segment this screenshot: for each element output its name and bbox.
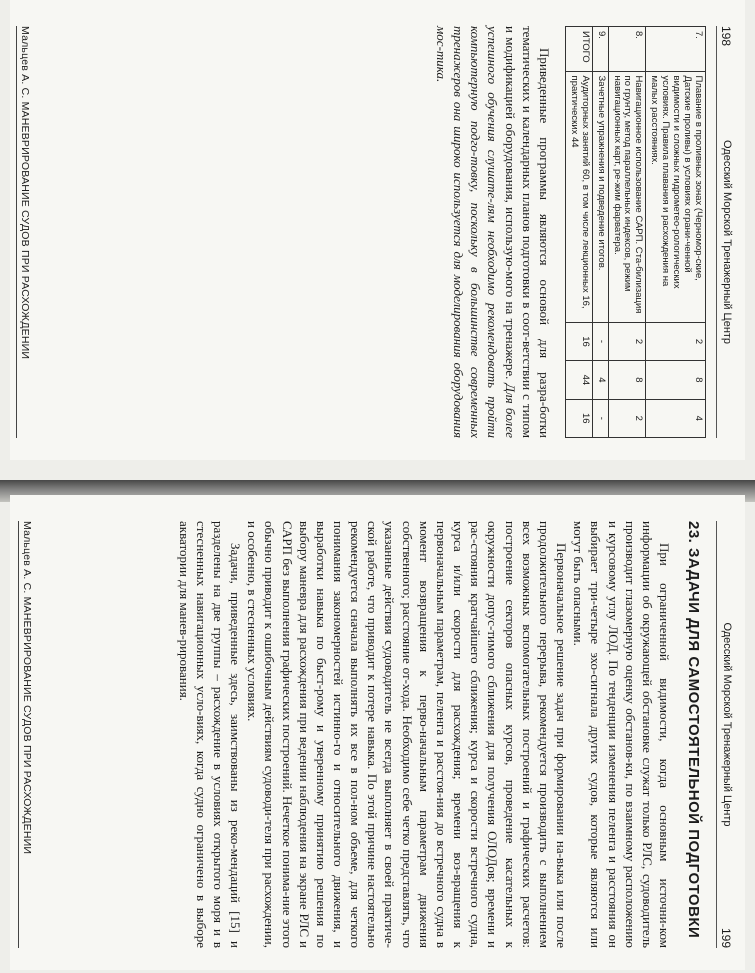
running-head <box>716 26 733 438</box>
total-label: ИТОГО <box>565 27 592 72</box>
row-number: 9. <box>592 27 608 72</box>
training-plan-table <box>565 26 706 438</box>
section-body <box>175 521 673 948</box>
row-description: Зачетные упражнения и подведение итогов. <box>592 71 608 322</box>
total-value: 44 <box>565 361 592 399</box>
row-number: 8. <box>608 27 646 72</box>
running-head-title: Одесский Морской Тренажерный Центр <box>721 622 733 827</box>
table-total-row <box>565 27 592 438</box>
paragraph-text: Приведенные программы являются основой для разра-ботки тематических и календарных планов подготовки в соот-ветствии с типом и модификацией оборудования, использую-мого на тренажере. <box>502 26 552 438</box>
row-value: 8 <box>608 361 646 399</box>
paragraph: Задачи, приведенные здесь, заимствованы из реко-мендаций [15] и разделены на две группы – расхождение в условиях открытого моря и в стесненных навигационных усло-виях, когда судно ограничено в выборе акватории для манев-рирования. <box>176 521 244 948</box>
paragraph-italic-text: Для более успешного обучения слушате-лям необходимо рекомендовать пройти компьютерную подго-товку, поскольку в большинстве современных тренажеров она широко используется для моделирования оборудования мос-тика. <box>433 26 518 438</box>
table-row <box>608 27 646 438</box>
page-198 <box>10 0 745 460</box>
page-number: 198 <box>719 26 733 47</box>
row-description: Плавание в проливных зонах (Черномор-ские, Датские проливы) в условиях ограни-ченной видимости и сложных гидрометео-рологических условиях. Правила плавания и расхождения на малых расстояниях. <box>646 71 706 322</box>
table-row <box>646 27 706 438</box>
row-description: Навигационное использование САРП. Ста-билизация по грунту, метод параллельных индексов, режим навигационных карт, ре-жим фарватера. <box>608 71 646 322</box>
row-value: 4 <box>646 399 706 437</box>
row-value: 4 <box>592 361 608 399</box>
page-footer: Мальцев А. С. МАНЕВРИРОВАНИЕ СУДОВ ПРИ РАСХОЖДЕНИИ <box>16 26 31 438</box>
row-value: 2 <box>646 322 706 360</box>
page-199 <box>10 495 745 970</box>
page-footer: Мальцев А. С. МАНЕВРИРОВАНИЕ СУДОВ ПРИ РАСХОЖДЕНИИ <box>18 521 33 948</box>
total-value: 16 <box>565 399 592 437</box>
paragraph: Первоначальное решение задач при формировании на-выка или после продолжительного перерыва, рекомендуется производить с выполнением всех возможных вспомогательных построений и графических расчетов: построение секторов опасных курсов, проведение касательных к окружности допус-тимого сближения для получения ОЛОДов; времени и рас-стояния кратчайшего сближения; курса и скорости встречного судна, курса и/или скорости для расхождения; времени воз-вращения к первоначальным параметрам, пеленга и расстоя-ния до встречного судна в момент возвращения к перво-начальным параметрам движения собственного; расстояние от-хода. Необходимо себе четко представлять, что указанные действия судоводитель не всегда выполняет в своей практиче-ской работе, что приводит к потере навыка. По этой причине настоятельно рекомендуется сначала выполнять их все в пол-ном объеме, для четкого понимания закономерностей истинно-го и относительного движения, и выработки навыка по быст-рому и уверенному принятию решения по выбору маневра для расхождения при ведении наблюдения на экране РЛС и САРП без выполнения графических построений. Нечеткое понима-ние этого обычно приводит к ошибочным действиям судоводи-теля при расхождении, и особенно, в стесненных условиях. <box>245 521 570 948</box>
row-value: 2 <box>608 322 646 360</box>
page-number: 199 <box>719 927 733 948</box>
section-title: 23. ЗАДАЧИ ДЛЯ САМОСТОЯТЕЛЬНОЙ ПОДГОТОВКИ <box>685 521 702 939</box>
row-number: 7. <box>646 27 706 72</box>
row-value: 2 <box>608 399 646 437</box>
running-head <box>716 521 733 948</box>
table-row <box>592 27 608 438</box>
paragraph: При ограниченной видимости, когда основным источни-ком информации об окружающей обстановке служат только РЛС, судоводитель производит глазомерную оценку обстанов-ки, по взаимному расположению и курсовому углу ЛОД. По тенденции изменения пеленга и расстояния он выбирает три-четыре эхо-сигнала других судов, которые являются или могут быть опасными. <box>571 521 672 948</box>
running-head-title: Одесский Морской Тренажерный Центр <box>721 139 733 345</box>
row-value: - <box>592 399 608 437</box>
total-description: Аудиторных занятий 60, в том числе лекционных 16, практических 44 <box>565 71 592 322</box>
total-value: 16 <box>565 322 592 360</box>
row-value: 8 <box>646 361 706 399</box>
row-value: - <box>592 322 608 360</box>
closing-paragraph <box>433 26 553 438</box>
